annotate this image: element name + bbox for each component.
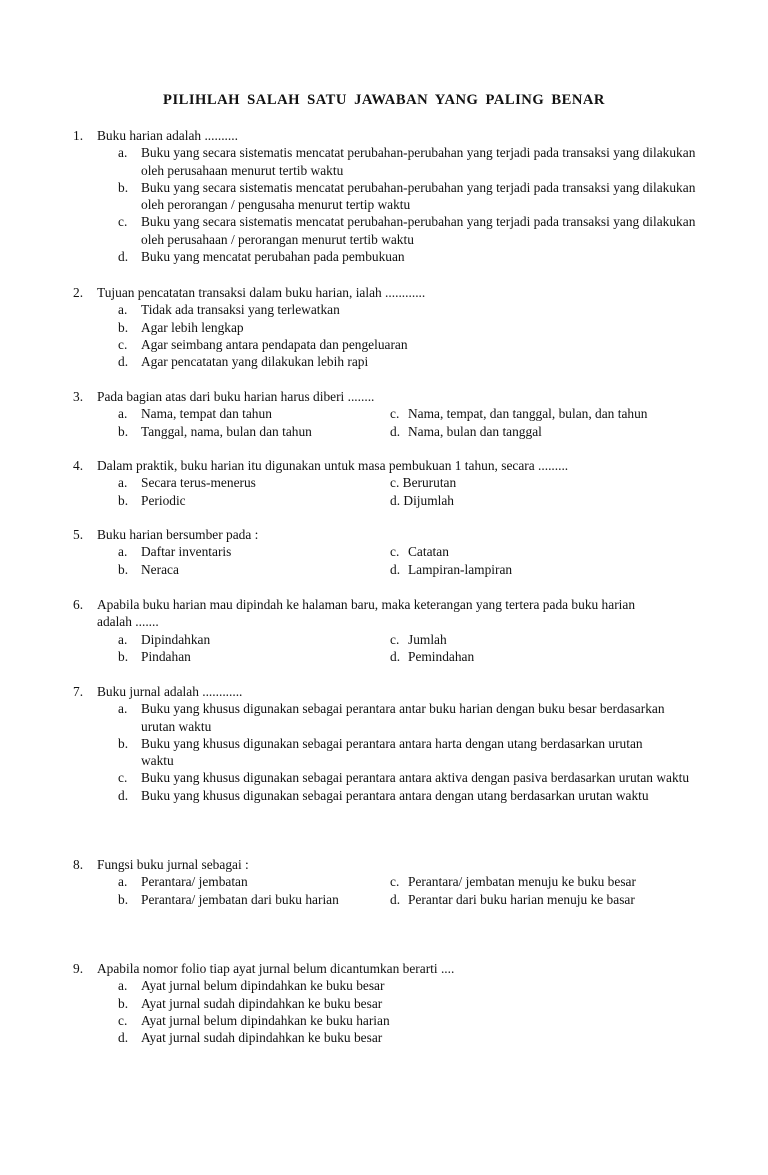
question-number: 9. bbox=[73, 961, 84, 976]
question-5 bbox=[0, 526, 768, 578]
option-text: Jumlah bbox=[408, 631, 447, 647]
question-number: 7. bbox=[73, 684, 84, 699]
option-text: Ayat jurnal sudah dipindahkan ke buku besar bbox=[141, 995, 383, 1011]
question-stem bbox=[0, 284, 768, 301]
option-letter: a. bbox=[118, 544, 128, 560]
option-letter: c. bbox=[390, 544, 400, 560]
option-row bbox=[0, 631, 768, 648]
option-row bbox=[0, 891, 768, 908]
option-row bbox=[0, 405, 768, 422]
question-stem bbox=[0, 388, 768, 405]
option-letter: a. bbox=[118, 701, 128, 717]
option-letter: d. bbox=[390, 891, 401, 907]
option-text: Tidak ada transaksi yang terlewatkan bbox=[141, 302, 340, 318]
option-a bbox=[0, 301, 768, 318]
option-text: Buku yang secara sistematis mencatat perubahan-perubahan yang terjadi pada transaksi yang dilakukan oleh perorangan / pengusaha menurut tertip waktu bbox=[141, 179, 696, 213]
option-a bbox=[0, 700, 768, 735]
option-letter: c. bbox=[390, 874, 400, 890]
option-text: Dijumlah bbox=[403, 492, 454, 508]
question-text: Pada bagian atas dari buku harian harus diberi ........ bbox=[97, 389, 375, 404]
option-d bbox=[0, 353, 768, 370]
option-b bbox=[0, 995, 768, 1012]
option-b bbox=[118, 561, 179, 578]
option-b bbox=[118, 648, 191, 665]
question-number: 5. bbox=[73, 527, 84, 542]
option-text: Secara terus-menerus bbox=[141, 475, 256, 491]
option-a bbox=[118, 474, 256, 491]
option-text: Buku yang mencatat perubahan pada pembukuan bbox=[141, 249, 405, 265]
option-c bbox=[0, 769, 768, 786]
option-text: Pemindahan bbox=[408, 648, 475, 664]
question-7 bbox=[0, 683, 768, 804]
option-text: Daftar inventaris bbox=[141, 544, 232, 560]
option-letter: c. bbox=[390, 631, 400, 647]
option-row bbox=[0, 543, 768, 560]
option-text: Buku yang khusus digunakan sebagai perantara antar buku harian dengan buku besar berdasarkan urutan waktu bbox=[141, 701, 665, 734]
option-text: Lampiran-lampiran bbox=[408, 561, 513, 577]
option-a bbox=[118, 405, 272, 422]
option-letter: c. bbox=[118, 336, 128, 352]
option-a bbox=[0, 144, 768, 179]
option-c bbox=[390, 873, 636, 890]
option-text: Buku yang khusus digunakan sebagai perantara antara aktiva dengan pasiva berdasarkan urutan waktu bbox=[141, 770, 690, 786]
option-a bbox=[118, 631, 210, 648]
option-text: Agar pencatatan yang dilakukan lebih rapi bbox=[141, 354, 369, 370]
option-letter: d. bbox=[118, 787, 129, 803]
question-number: 1. bbox=[73, 128, 84, 143]
question-9 bbox=[0, 960, 768, 1046]
option-d bbox=[390, 891, 635, 908]
option-letter: a. bbox=[118, 302, 128, 318]
question-stem bbox=[0, 596, 768, 631]
question-text: Tujuan pencatatan transaksi dalam buku harian, ialah ............ bbox=[97, 285, 426, 300]
option-letter: a. bbox=[118, 475, 128, 491]
option-text: Pindahan bbox=[141, 648, 191, 664]
question-text: Buku jurnal adalah ............ bbox=[97, 684, 243, 699]
question-stem bbox=[0, 683, 768, 700]
option-letter: a. bbox=[118, 631, 128, 647]
option-letter: d. bbox=[118, 1030, 129, 1046]
option-letter: b. bbox=[118, 179, 129, 195]
page-title: PILIHLAH SALAH SATU JAWABAN YANG PALING BENAR bbox=[163, 92, 605, 108]
question-8 bbox=[0, 856, 768, 908]
option-letter: a. bbox=[118, 406, 128, 422]
option-letter: b. bbox=[118, 995, 129, 1011]
option-text: Perantara/ jembatan bbox=[141, 874, 248, 890]
question-2 bbox=[0, 284, 768, 370]
option-letter: a. bbox=[118, 874, 128, 890]
option-b bbox=[0, 179, 768, 214]
option-text: Periodic bbox=[141, 492, 186, 508]
option-text: Neraca bbox=[141, 561, 179, 577]
option-letter: d. bbox=[118, 354, 129, 370]
option-text: Dipindahkan bbox=[141, 631, 211, 647]
option-letter: d. bbox=[118, 249, 129, 265]
option-text: Nama, tempat, dan tanggal, bulan, dan tahun bbox=[408, 406, 648, 422]
option-b bbox=[118, 492, 186, 509]
option-letter: b. bbox=[118, 648, 129, 664]
question-text: Buku harian adalah .......... bbox=[97, 128, 238, 143]
option-b bbox=[0, 319, 768, 336]
option-c bbox=[0, 336, 768, 353]
option-text: Nama, tempat dan tahun bbox=[141, 406, 272, 422]
question-stem bbox=[0, 960, 768, 977]
option-letter: c. bbox=[118, 214, 128, 230]
option-row bbox=[0, 474, 768, 491]
option-letter: a. bbox=[118, 978, 128, 994]
option-d bbox=[390, 492, 454, 509]
option-text: Berurutan bbox=[402, 475, 457, 491]
option-text: Ayat jurnal belum dipindahkan ke buku harian bbox=[141, 1012, 390, 1028]
option-a bbox=[0, 977, 768, 994]
option-letter: d. bbox=[390, 648, 401, 664]
option-row bbox=[0, 873, 768, 890]
option-letter: b. bbox=[118, 735, 129, 751]
option-b bbox=[0, 735, 768, 770]
question-1 bbox=[0, 127, 768, 265]
option-text: Buku yang khusus digunakan sebagai perantara antara dengan utang berdasarkan urutan waktu bbox=[141, 787, 649, 803]
question-text: Fungsi buku jurnal sebagai : bbox=[97, 857, 249, 872]
option-d bbox=[0, 248, 768, 265]
option-letter: b. bbox=[118, 891, 129, 907]
option-text: Ayat jurnal belum dipindahkan ke buku besar bbox=[141, 978, 385, 994]
question-number: 6. bbox=[73, 597, 84, 612]
option-c bbox=[0, 213, 768, 248]
question-3 bbox=[0, 388, 768, 440]
option-text: Agar seimbang antara pendapata dan pengeluaran bbox=[141, 336, 408, 352]
question-number: 3. bbox=[73, 389, 84, 404]
option-letter: d. bbox=[390, 561, 401, 577]
option-text: Perantara/ jembatan dari buku harian bbox=[141, 891, 339, 907]
option-b bbox=[118, 891, 339, 908]
question-6 bbox=[0, 596, 768, 665]
question-number: 8. bbox=[73, 857, 84, 872]
option-letter: c. bbox=[118, 1012, 128, 1028]
option-letter: c. bbox=[390, 406, 400, 422]
option-text: Perantara/ jembatan menuju ke buku besar bbox=[408, 874, 636, 890]
option-letter: c. bbox=[118, 770, 128, 786]
option-text: Catatan bbox=[408, 544, 449, 560]
option-row bbox=[0, 648, 768, 665]
option-row bbox=[0, 492, 768, 509]
option-letter: b. bbox=[118, 561, 129, 577]
option-c bbox=[390, 543, 449, 560]
option-text: Ayat jurnal sudah dipindahkan ke buku besar bbox=[141, 1030, 383, 1046]
option-c bbox=[390, 405, 647, 422]
option-text: Buku yang secara sistematis mencatat perubahan-perubahan yang terjadi pada transaksi yang dilakukan oleh perusahaan menurut tertib waktu bbox=[141, 145, 696, 178]
option-c bbox=[0, 1012, 768, 1029]
question-number: 4. bbox=[73, 458, 84, 473]
option-text: Agar lebih lengkap bbox=[141, 319, 244, 335]
option-letter: a. bbox=[118, 145, 128, 161]
question-text: Apabila nomor folio tiap ayat jurnal belum dicantumkan berarti .... bbox=[97, 961, 455, 976]
option-a bbox=[118, 543, 231, 560]
option-text: Buku yang khusus digunakan sebagai perantara antara harta dengan utang berdasarkan urutan waktu bbox=[141, 735, 643, 769]
option-d bbox=[390, 561, 512, 578]
question-stem bbox=[0, 526, 768, 543]
question-4 bbox=[0, 457, 768, 509]
option-a bbox=[118, 873, 248, 890]
option-b bbox=[118, 423, 312, 440]
option-text: Buku yang secara sistematis mencatat perubahan-perubahan yang terjadi pada transaksi yang dilakukan oleh perusahaan / perorangan menurut tertib waktu bbox=[141, 214, 696, 247]
question-number: 2. bbox=[73, 285, 84, 300]
question-text: Dalam praktik, buku harian itu digunakan untuk masa pembukuan 1 tahun, secara ......... bbox=[97, 458, 569, 473]
question-text: Buku harian bersumber pada : bbox=[97, 527, 259, 542]
option-d bbox=[390, 648, 474, 665]
option-row bbox=[0, 561, 768, 578]
option-letter: d. bbox=[390, 423, 401, 439]
option-d bbox=[0, 787, 768, 804]
option-row bbox=[0, 423, 768, 440]
option-d bbox=[0, 1029, 768, 1046]
option-text: Tanggal, nama, bulan dan tahun bbox=[141, 423, 312, 439]
option-text: Perantar dari buku harian menuju ke basar bbox=[408, 891, 635, 907]
question-stem bbox=[0, 127, 768, 144]
option-letter: b. bbox=[118, 319, 129, 335]
option-letter: b. bbox=[118, 423, 129, 439]
option-letter: d. bbox=[390, 492, 401, 508]
question-stem bbox=[0, 856, 768, 873]
option-c bbox=[390, 474, 456, 491]
option-d bbox=[390, 423, 542, 440]
option-c bbox=[390, 631, 447, 648]
option-letter: c. bbox=[390, 475, 400, 491]
question-text: Apabila buku harian mau dipindah ke halaman baru, maka keterangan yang tertera pada buku harian adalah ....... bbox=[97, 597, 636, 630]
option-text: Nama, bulan dan tanggal bbox=[408, 423, 542, 439]
option-letter: b. bbox=[118, 492, 129, 508]
question-stem bbox=[0, 457, 768, 474]
